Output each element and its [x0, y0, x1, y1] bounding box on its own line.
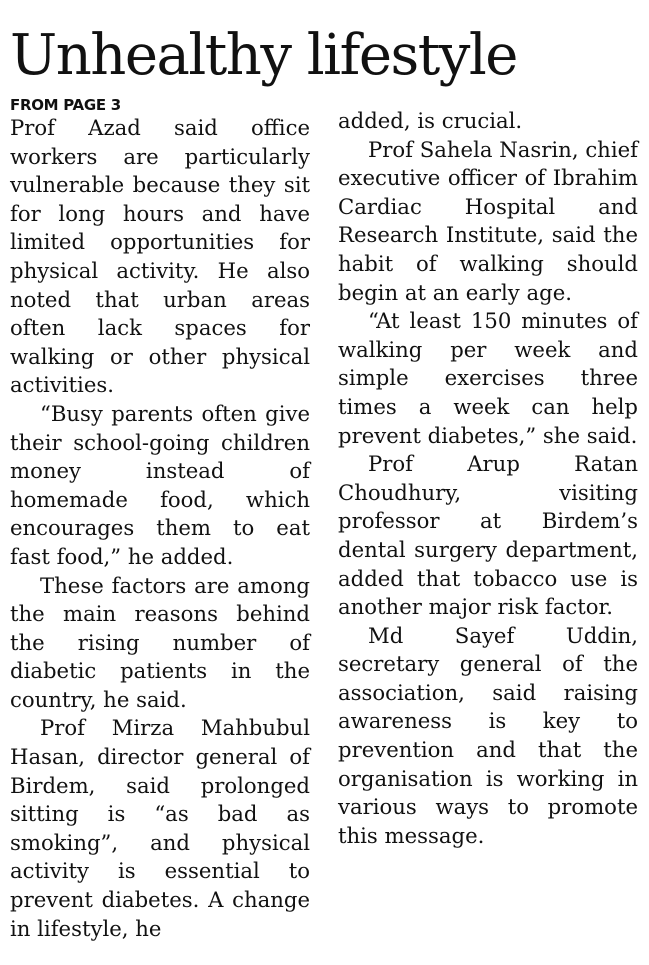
left-column: [10, 96, 310, 943]
right-column: [338, 107, 638, 850]
paragraph: Prof Sahela Nasrin, chief executive officer of Ibrahim Cardiac Hospital and Research Institute, said the habit of walking should begin at an early age.: [338, 136, 638, 305]
paragraph: Prof Arup Ratan Choudhury, visiting professor at Birdem’s dental surgery department, added that tobacco use is another major risk factor.: [338, 451, 638, 620]
paragraph: These factors are among the main reasons behind the rising number of diabetic patients in the country, he said.: [10, 572, 310, 712]
paragraph: Prof Mirza Mahbubul Hasan, director general of Birdem, said prolonged sitting is “as bad as smoking”, and physical activity is essential to prevent diabetes. A change in lifestyle, he: [10, 715, 310, 941]
continuation-kicker: FROM PAGE 3: [10, 96, 121, 114]
paragraph: Prof Azad said office workers are particularly vulnerable because they sit for long hours and have limited opportunities for physical activity. He also noted that urban areas often lack spaces for walking or other physical activities.: [10, 115, 310, 398]
paragraph: “At least 150 minutes of walking per week and simple exercises three times a week can help prevent diabetes,” she said.: [338, 308, 638, 448]
paragraph: added, is crucial.: [338, 108, 523, 133]
paragraph: Md Sayef Uddin, secretary general of the association, said raising awareness is key to prevention and that the organisation is working in various ways to promote this message.: [338, 622, 638, 848]
column-gutter: [323, 104, 324, 959]
headline: Unhealthy lifestyle: [10, 23, 517, 88]
paragraph: “Busy parents often give their school-going children money instead of homemade food, which encourages them to eat fast food,” he added.: [10, 400, 310, 569]
